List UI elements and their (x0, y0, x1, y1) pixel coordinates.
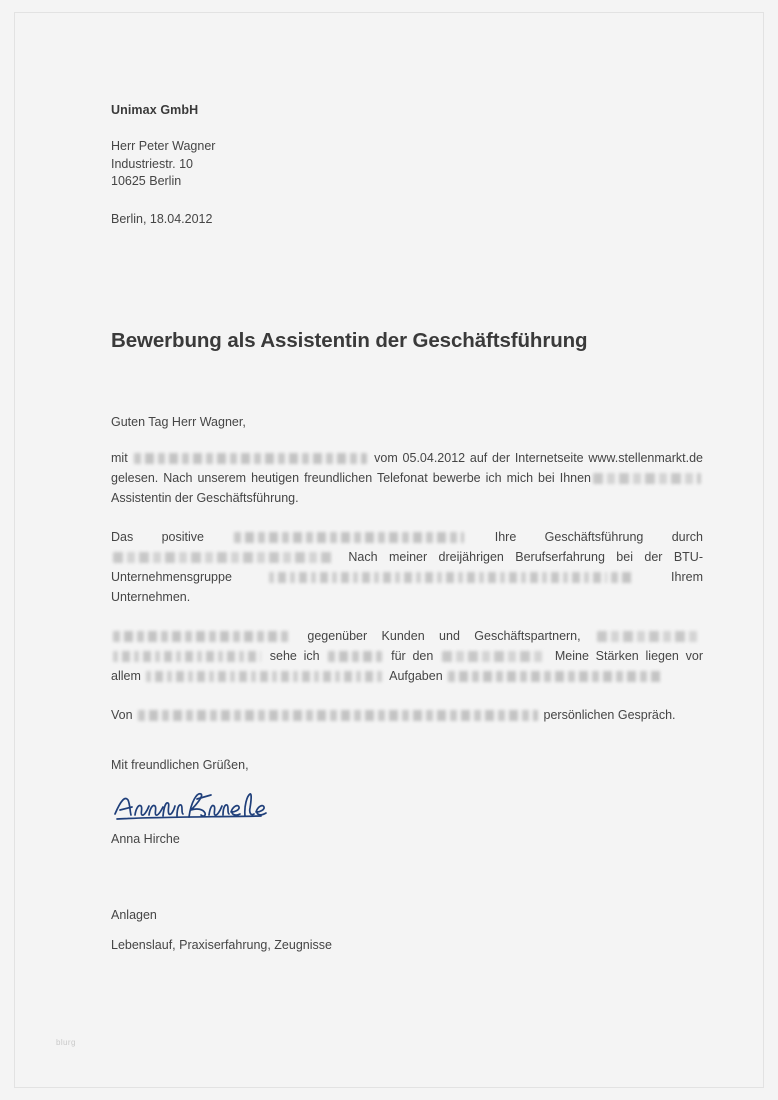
attachments-list: Lebenslauf, Praxiserfahrung, Zeugnisse (111, 937, 332, 952)
redacted-text (442, 651, 546, 662)
closing-line: Mit freundlichen Grüßen, (111, 757, 249, 772)
place-and-date: Berlin, 18.04.2012 (111, 211, 213, 226)
paragraph-2: Das positive Ihre Geschäftsführung durch Nach meiner dreijährigen Berufserfahrung bei der BTU-Unternehmensgruppe Ihrem Unternehmen. (111, 529, 703, 604)
letter-subject: Bewerbung als Assistentin der Geschäftsführung (111, 328, 588, 352)
redacted-text (113, 552, 335, 563)
attachments-title: Anlagen (111, 907, 157, 922)
signer-name: Anna Hirche (111, 831, 180, 846)
redacted-text (138, 710, 538, 721)
paragraph-1: mit vom 05.04.2012 auf der Internetseite www.stellenmarkt.de gelesen. Nach unserem heutigen freundlichen Telefonat bewerbe ich mich bei Ihnen Assistentin der Geschäftsführung. (111, 450, 703, 505)
redacted-text (328, 651, 382, 662)
recipient-city: 10625 Berlin (111, 174, 182, 188)
redacted-text (113, 631, 291, 642)
signature-image (111, 786, 703, 826)
redacted-text (593, 473, 701, 484)
redacted-text (113, 651, 261, 662)
recipient-name: Herr Peter Wagner (111, 139, 216, 153)
redacted-text (269, 572, 607, 583)
redacted-text (611, 572, 633, 583)
letter-sheet (14, 12, 764, 1088)
redacted-text (234, 532, 464, 543)
salutation: Guten Tag Herr Wagner, (111, 414, 246, 429)
letter-content (111, 103, 703, 952)
redacted-text (448, 671, 662, 682)
paragraph-4: Von persönlichen Gespräch. (111, 707, 676, 722)
redacted-text (146, 671, 384, 682)
redacted-text (134, 453, 367, 464)
recipient-street: Industriestr. 10 (111, 156, 193, 171)
paragraph-3: gegenüber Kunden und Geschäftspartnern, sehe ich für den Meine Stärken liegen vor allem Aufgaben (111, 628, 703, 683)
recipient-company: Unimax GmbH (111, 103, 199, 117)
watermark-label: blurg (56, 1038, 76, 1047)
redacted-text (597, 631, 701, 642)
